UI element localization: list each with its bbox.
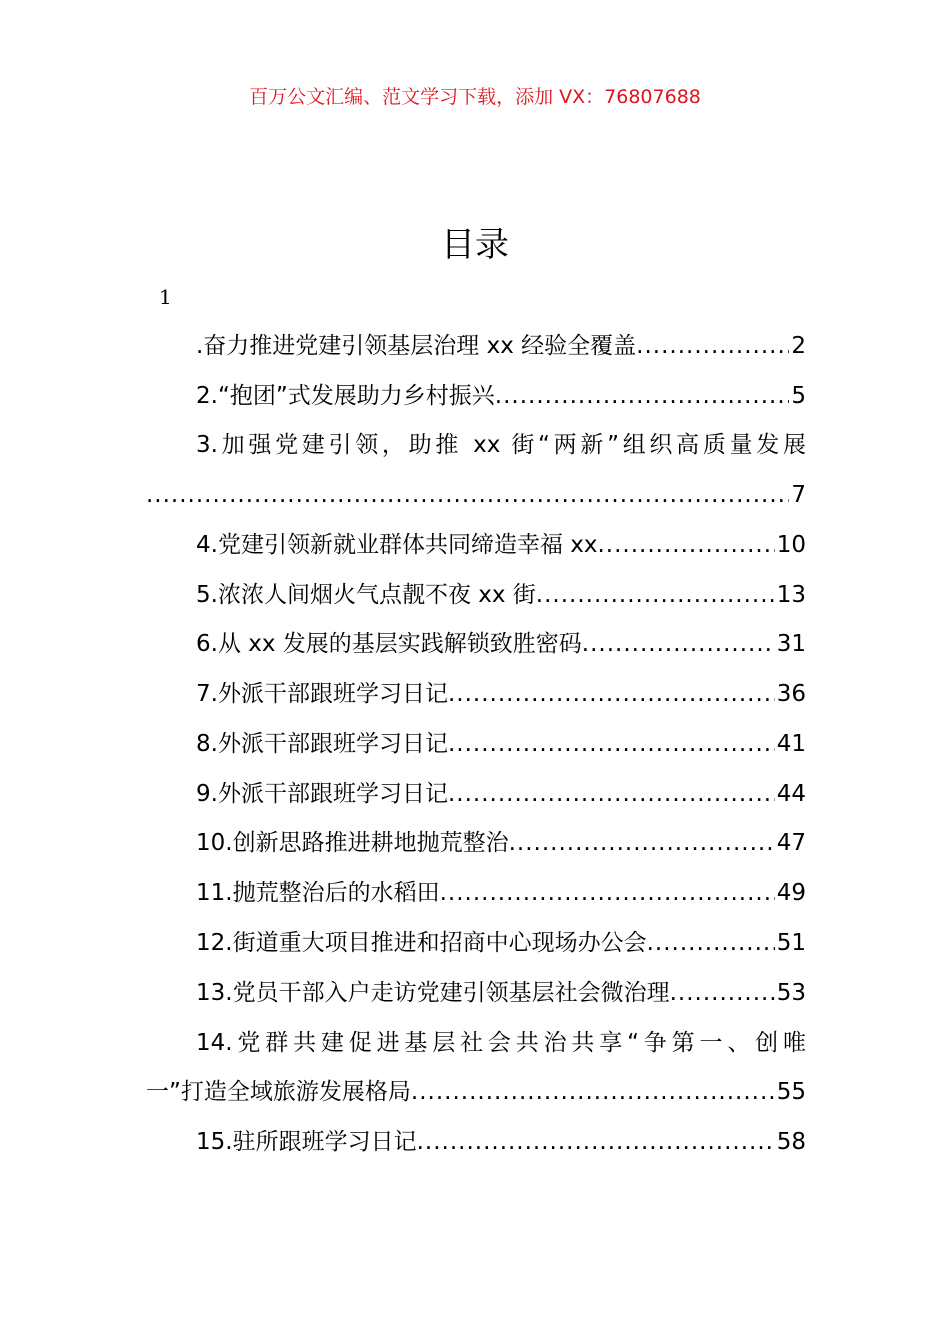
dot-leader (536, 578, 775, 612)
toc-entry-page: 31 (776, 631, 806, 657)
toc-entry-text: 11.抛荒整治后的水稻田 (196, 880, 440, 906)
dot-leader (411, 1075, 775, 1109)
toc-entry-page: 49 (776, 880, 806, 906)
toc-entry-6[interactable] (196, 627, 806, 661)
dot-leader (440, 876, 775, 910)
toc-entry-15[interactable] (196, 1125, 806, 1159)
toc-entry-page: 10 (776, 532, 806, 558)
dot-leader (448, 677, 775, 711)
toc-entry-text: 5.浓浓人间烟火气点靓不夜 xx 街 (196, 582, 536, 608)
toc-entry-9[interactable] (196, 777, 806, 811)
dot-leader (417, 1125, 775, 1159)
stray-number: 1 (159, 285, 172, 309)
toc-entry-page: 55 (776, 1079, 806, 1105)
toc-entry-page: 7 (791, 482, 806, 508)
dot-leader (448, 777, 775, 811)
toc-entry-page: 36 (776, 681, 806, 707)
toc-entry-page: 47 (776, 830, 806, 856)
dot-leader (495, 379, 790, 413)
toc-entry-text: .奋力推进党建引领基层治理 xx 经验全覆盖 (196, 333, 637, 359)
toc-entry-page: 53 (776, 980, 806, 1006)
toc-entry-7[interactable] (196, 677, 806, 711)
toc-entry-text: 13.党员干部入户走访党建引领基层社会微治理 (196, 980, 670, 1006)
toc-entry-page: 44 (776, 781, 806, 807)
toc-entry-page: 5 (791, 383, 806, 409)
toc-entry-text: 9.外派干部跟班学习日记 (196, 781, 448, 807)
toc-entry-page: 41 (776, 731, 806, 757)
dot-leader (647, 926, 775, 960)
toc-entry-page: 51 (776, 930, 806, 956)
toc-entry-text: 8.外派干部跟班学习日记 (196, 731, 448, 757)
dot-leader (146, 478, 789, 512)
toc-entry-text: 2.“抱团”式发展助力乡村振兴 (196, 383, 495, 409)
toc-entry-12[interactable] (196, 926, 806, 960)
toc-entry-page: 13 (776, 582, 806, 608)
dot-leader (448, 727, 775, 761)
toc-entry-8[interactable] (196, 727, 806, 761)
toc-entry-text: 12.街道重大项目推进和招商中心现场办公会 (196, 930, 647, 956)
toc-entry-14-line-1[interactable] (196, 1026, 806, 1060)
toc-entry-text: 6.从 xx 发展的基层实践解锁致胜密码 (196, 631, 582, 657)
dot-leader (582, 627, 775, 661)
toc-entry-page: 58 (776, 1129, 806, 1155)
toc-entry-3-line-1[interactable] (196, 428, 806, 462)
header-note: 百万公文汇编、范文学习下载，添加 VX：76807688 (249, 86, 701, 108)
toc-entry-text-continued: 一”打造全域旅游发展格局 (146, 1079, 411, 1105)
toc-entry-11[interactable] (196, 876, 806, 910)
dot-leader (636, 329, 789, 363)
toc-entry-text: 10.创新思路推进耕地抛荒整治 (196, 830, 509, 856)
toc-entry-3-line-2[interactable] (146, 478, 806, 512)
toc-entry-5[interactable] (196, 578, 806, 612)
toc-entry-2[interactable] (196, 379, 806, 413)
dot-leader (670, 976, 775, 1010)
toc-entry-13[interactable] (196, 976, 806, 1010)
toc-entry-page: 2 (791, 333, 806, 359)
toc-title: 目录 (441, 225, 509, 265)
toc-entry-text: 14.党群共建促进基层社会共治共享“争第一、创唯 (196, 1030, 806, 1056)
toc-entry-text: 4.党建引领新就业群体共同缔造幸福 xx (196, 532, 598, 558)
toc-entry-text: 15.驻所跟班学习日记 (196, 1129, 417, 1155)
toc-entry-1[interactable] (196, 329, 806, 363)
toc-entry-10[interactable] (196, 826, 806, 860)
dot-leader (597, 528, 774, 562)
toc-entry-text: 3.加强党建引领，助推 xx 街“两新”组织高质量发展 (196, 432, 806, 458)
toc-entry-4[interactable] (196, 528, 806, 562)
toc-entry-14-line-2[interactable] (146, 1075, 806, 1109)
dot-leader (509, 826, 775, 860)
toc-entry-text: 7.外派干部跟班学习日记 (196, 681, 448, 707)
